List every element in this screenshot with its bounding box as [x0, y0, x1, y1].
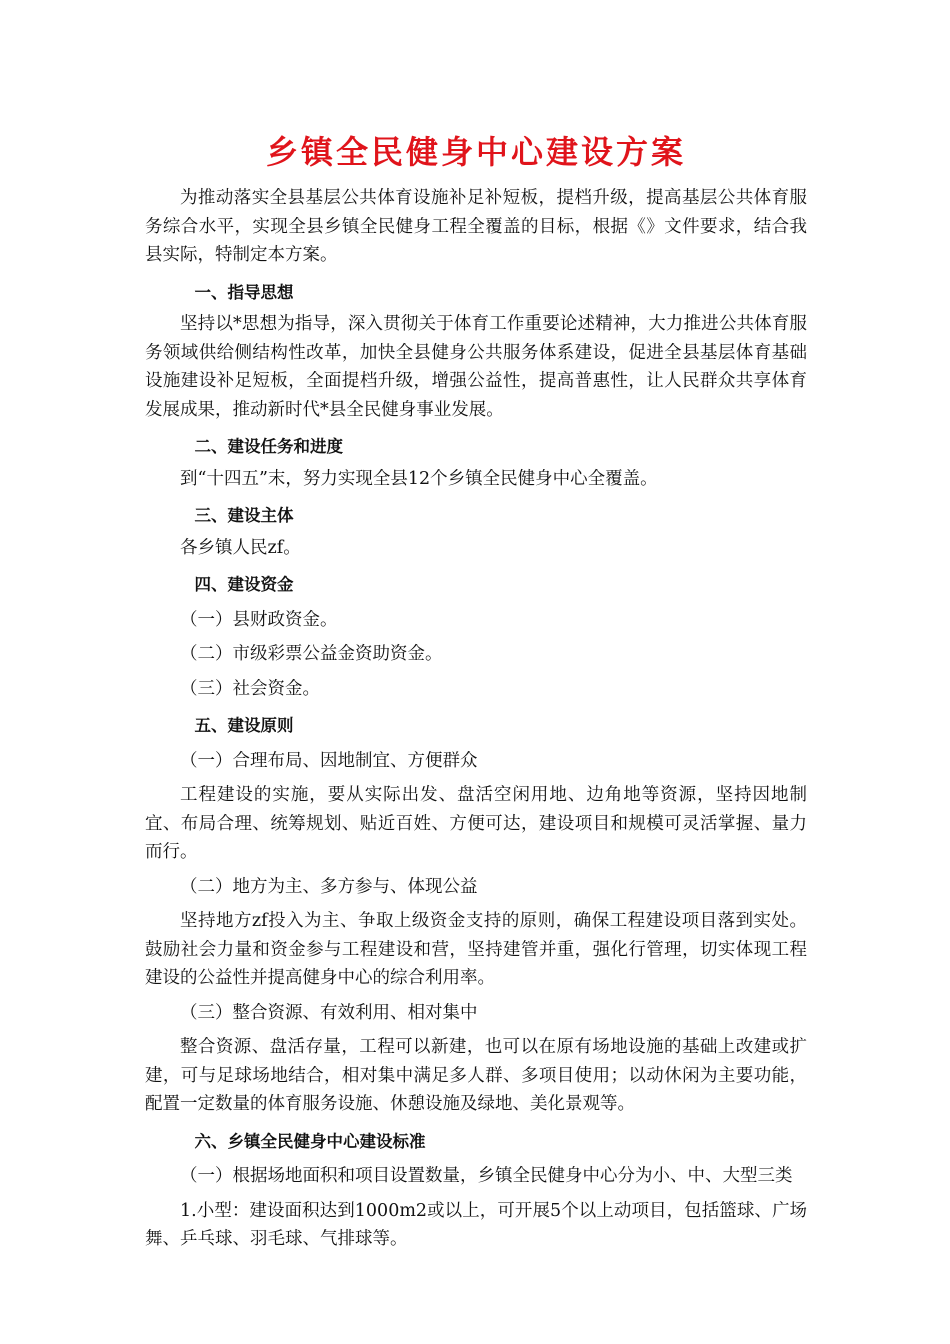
principle-paragraph: 整合资源、盘活存量，工程可以新建，也可以在原有场地设施的基础上改建或扩建，可与足球场地结合，相对集中满足多人群、多项目使用；以动休闲为主要功能，配置一定数量的体育服务设施、休憩设施及绿地、美化景观等。 — [145, 1037, 807, 1114]
section-heading-standards: 六、乡镇全民健身中心建设标准 — [194, 1131, 426, 1151]
section-heading-tasks: 二、建设任务和进度 — [194, 437, 343, 456]
principle-title: （一）合理布局、因地制宜、方便群众 — [180, 750, 478, 771]
intro-paragraph: 为推动落实全县基层公共体育设施补足补短板，提档升级，提高基层公共体育服务综合水平，实现全县乡镇全民健身工程全覆盖的目标，根据《》文件要求，结合我县实际，特制定本方案。 — [145, 188, 807, 265]
principle-paragraph: 坚持地方zf投入为主、争取上级资金支持的原则，确保工程建设项目落到实处。鼓励社会力量和资金参与工程建设和营，坚持建管并重，强化行管理，切实体现工程建设的公益性并提高健身中心的综合利用率。 — [145, 911, 807, 988]
funding-item: （一）县财政资金。 — [180, 609, 338, 630]
section-heading-funding: 四、建设资金 — [194, 575, 294, 594]
section-heading-subject: 三、建设主体 — [194, 506, 294, 525]
principle-title: （二）地方为主、多方参与、体现公益 — [180, 876, 478, 897]
section-heading-guiding-thought: 一、指导思想 — [194, 282, 294, 302]
tasks-paragraph: 到“十四五”末，努力实现全县12个乡镇全民健身中心全覆盖。 — [180, 468, 658, 489]
document-title: 乡镇全民健身中心建设方案 — [265, 133, 686, 171]
standards-paragraph: 1.小型：建设面积达到1000m2或以上，可开展5个以上动项目，包括篮球、广场舞、乒乓球、羽毛球、气排球等。 — [145, 1200, 807, 1249]
funding-item: （三）社会资金。 — [180, 678, 320, 699]
funding-item: （二）市级彩票公益金资助资金。 — [180, 644, 443, 664]
principle-paragraph: 工程建设的实施，要从实际出发、盘活空闲用地、边角地等资源，坚持因地制宜、布局合理、统筹规划、贴近百姓、方便可达，建设项目和规模可灵活掌握、量力而行。 — [145, 785, 807, 862]
standards-paragraph: （一）根据场地面积和项目设置数量，乡镇全民健身中心分为小、中、大型三类 — [180, 1166, 793, 1186]
guiding-thought-paragraph: 坚持以*思想为指导，深入贯彻关于体育工作重要论述精神，大力推进公共体育服务领域供给侧结构性改革，加快全县健身公共服务体系建设，促进全县基层体育基础设施建设补足短板，全面提档升级，增强公益性，提高普惠性，让人民群众共享体育发展成果，推动新时代*县全民健身事业发展。 — [145, 314, 807, 420]
principle-title: （三）整合资源、有效利用、相对集中 — [180, 1002, 478, 1023]
section-heading-principles: 五、建设原则 — [194, 716, 294, 735]
document-page — [145, 132, 807, 1254]
subject-paragraph: 各乡镇人民zf。 — [180, 537, 301, 558]
